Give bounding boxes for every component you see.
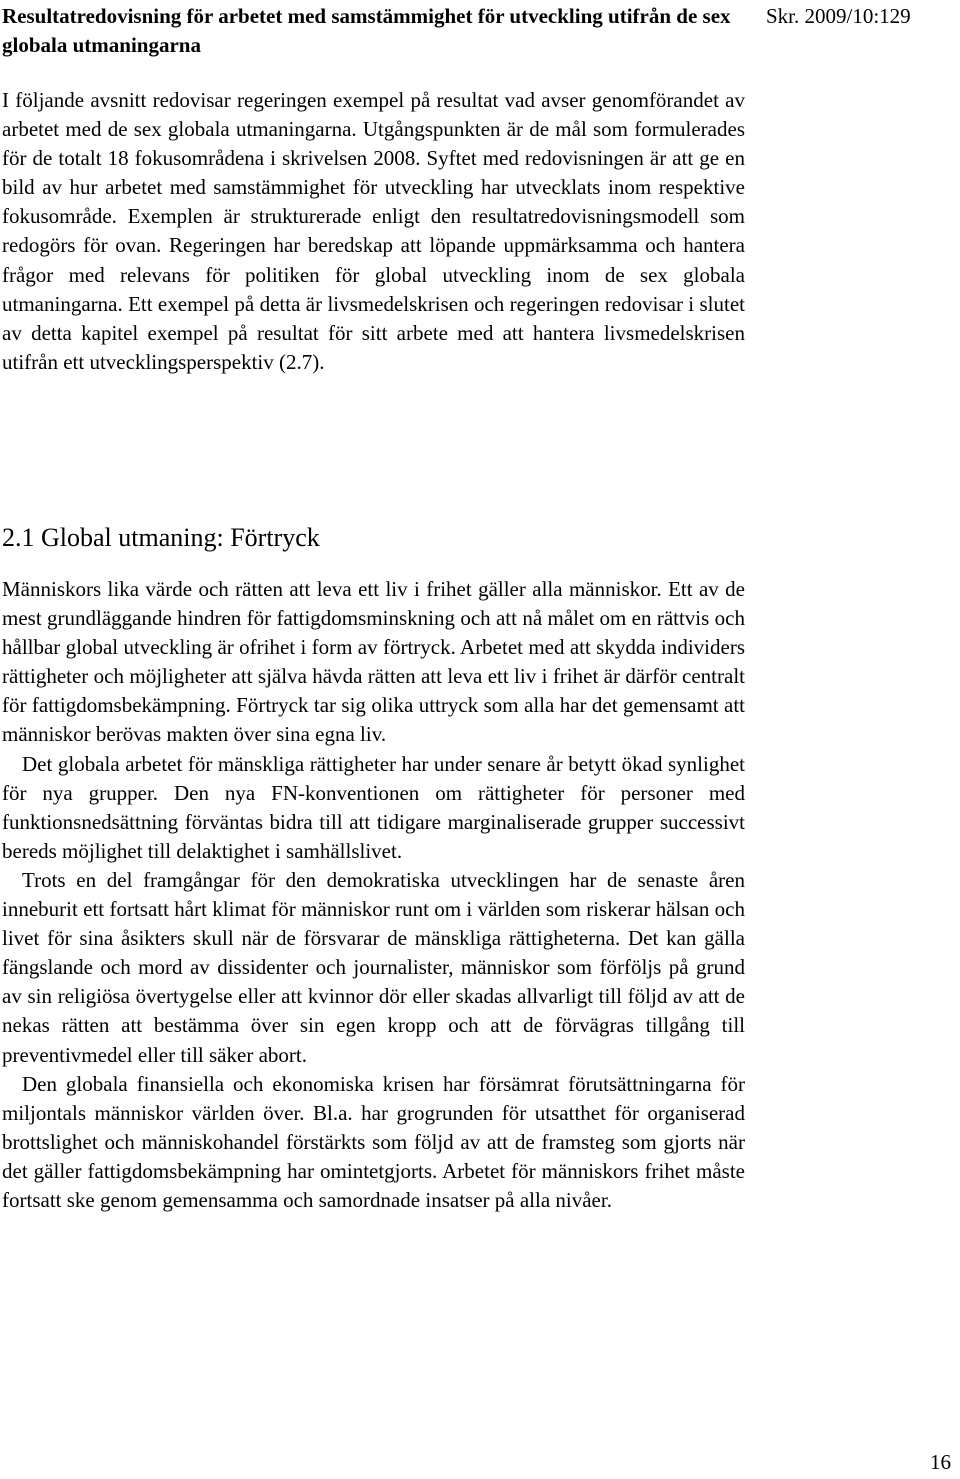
section-paragraph-2: Det globala arbetet för mänskliga rättigheter har under senare år betytt ökad synlighet för nya grupper. Den nya FN-konventionen om rättigheter för personer med funktionsnedsättning förväntas bidra till att tidigare marginaliserade grupper successivt bereds möjlighet till delaktighet i samhällslivet.	[2, 751, 745, 863]
document-reference: Skr. 2009/10:129	[766, 4, 911, 28]
section-paragraph-3: Trots en del framgångar för den demokratiska utvecklingen har de senaste åren inneburit ett fortsatt hårt klimat för människor runt om i världen som riskerar hälsan och livet för sina åsikters skull när de försvarar de mänskliga rättigheterna. Det kan gälla fängslande och mord av dissidenter och journalister, människor som förföljs på grund av sin religiösa övertygelse eller att kvinnor dör eller skadas allvarligt till följd av att de nekas rätten att bestämma över sin egen kropp och att de förvägras tillgång till preventivmedel eller till säker abort.	[2, 867, 745, 1067]
page-number: 16	[930, 1450, 951, 1474]
section-paragraph-4: Den globala finansiella och ekonomiska krisen har försämrat förutsättningarna för miljontals människor världen över. Bl.a. har grogrunden för utsatthet för organiserad brottslighet och människohandel förstärkts som följd av att de framsteg som gjorts när det gäller fattigdomsbekämpning har omintetgjorts. Arbetet för människors frihet måste fortsatt ske genom gemensamma och samordnade insatser på alla nivåer.	[2, 1071, 745, 1212]
intro-paragraph: I följande avsnitt redovisar regeringen exempel på resultat vad avser genomförandet av arbetet med de sex globala utmaningarna. Utgångspunkten är de mål som formulerades för de totalt 18 fokusområdena i skrivelsen 2008. Syftet med redovisningen är att ge en bild av hur arbetet med samstämmighet för utveckling har utvecklats inom respektive fokusområde. Exemplen är strukturerade enligt den resultatredovisningsmodell som redogörs för ovan. Regeringen har beredskap att löpande uppmärksamma och hantera frågor med relevans för politiken för global utveckling inom de sex globala utmaningarna. Ett exempel på detta är livsmedelskrisen och regeringen redovisar i slutet av detta kapitel exempel på resultat för sitt arbete med att hantera livsmedelskrisen utifrån ett utvecklingsperspektiv (2.7).	[2, 88, 745, 374]
section-body	[2, 575, 745, 1215]
section-heading: 2.1 Global utmaning: Förtryck	[2, 523, 320, 552]
intro-section	[2, 86, 745, 377]
page-title: Resultatredovisning för arbetet med samstämmighet för utveckling utifrån de sex globala utmaningarna	[2, 4, 731, 57]
section-paragraph-1: Människors lika värde och rätten att leva ett liv i frihet gäller alla människor. Ett av de mest grundläggande hindren för fattigdomsminskning och att nå målet om en rättvis och hållbar global utveckling är ofrihet i form av förtryck. Arbetet med att skydda individers rättigheter och möjligheter att själva hävda rätten att leva ett liv i frihet är därför centralt för fattigdomsbekämpning. Förtryck tar sig olika uttryck som alla har det gemensamt att människor berövas makten över sina egna liv.	[2, 577, 745, 747]
